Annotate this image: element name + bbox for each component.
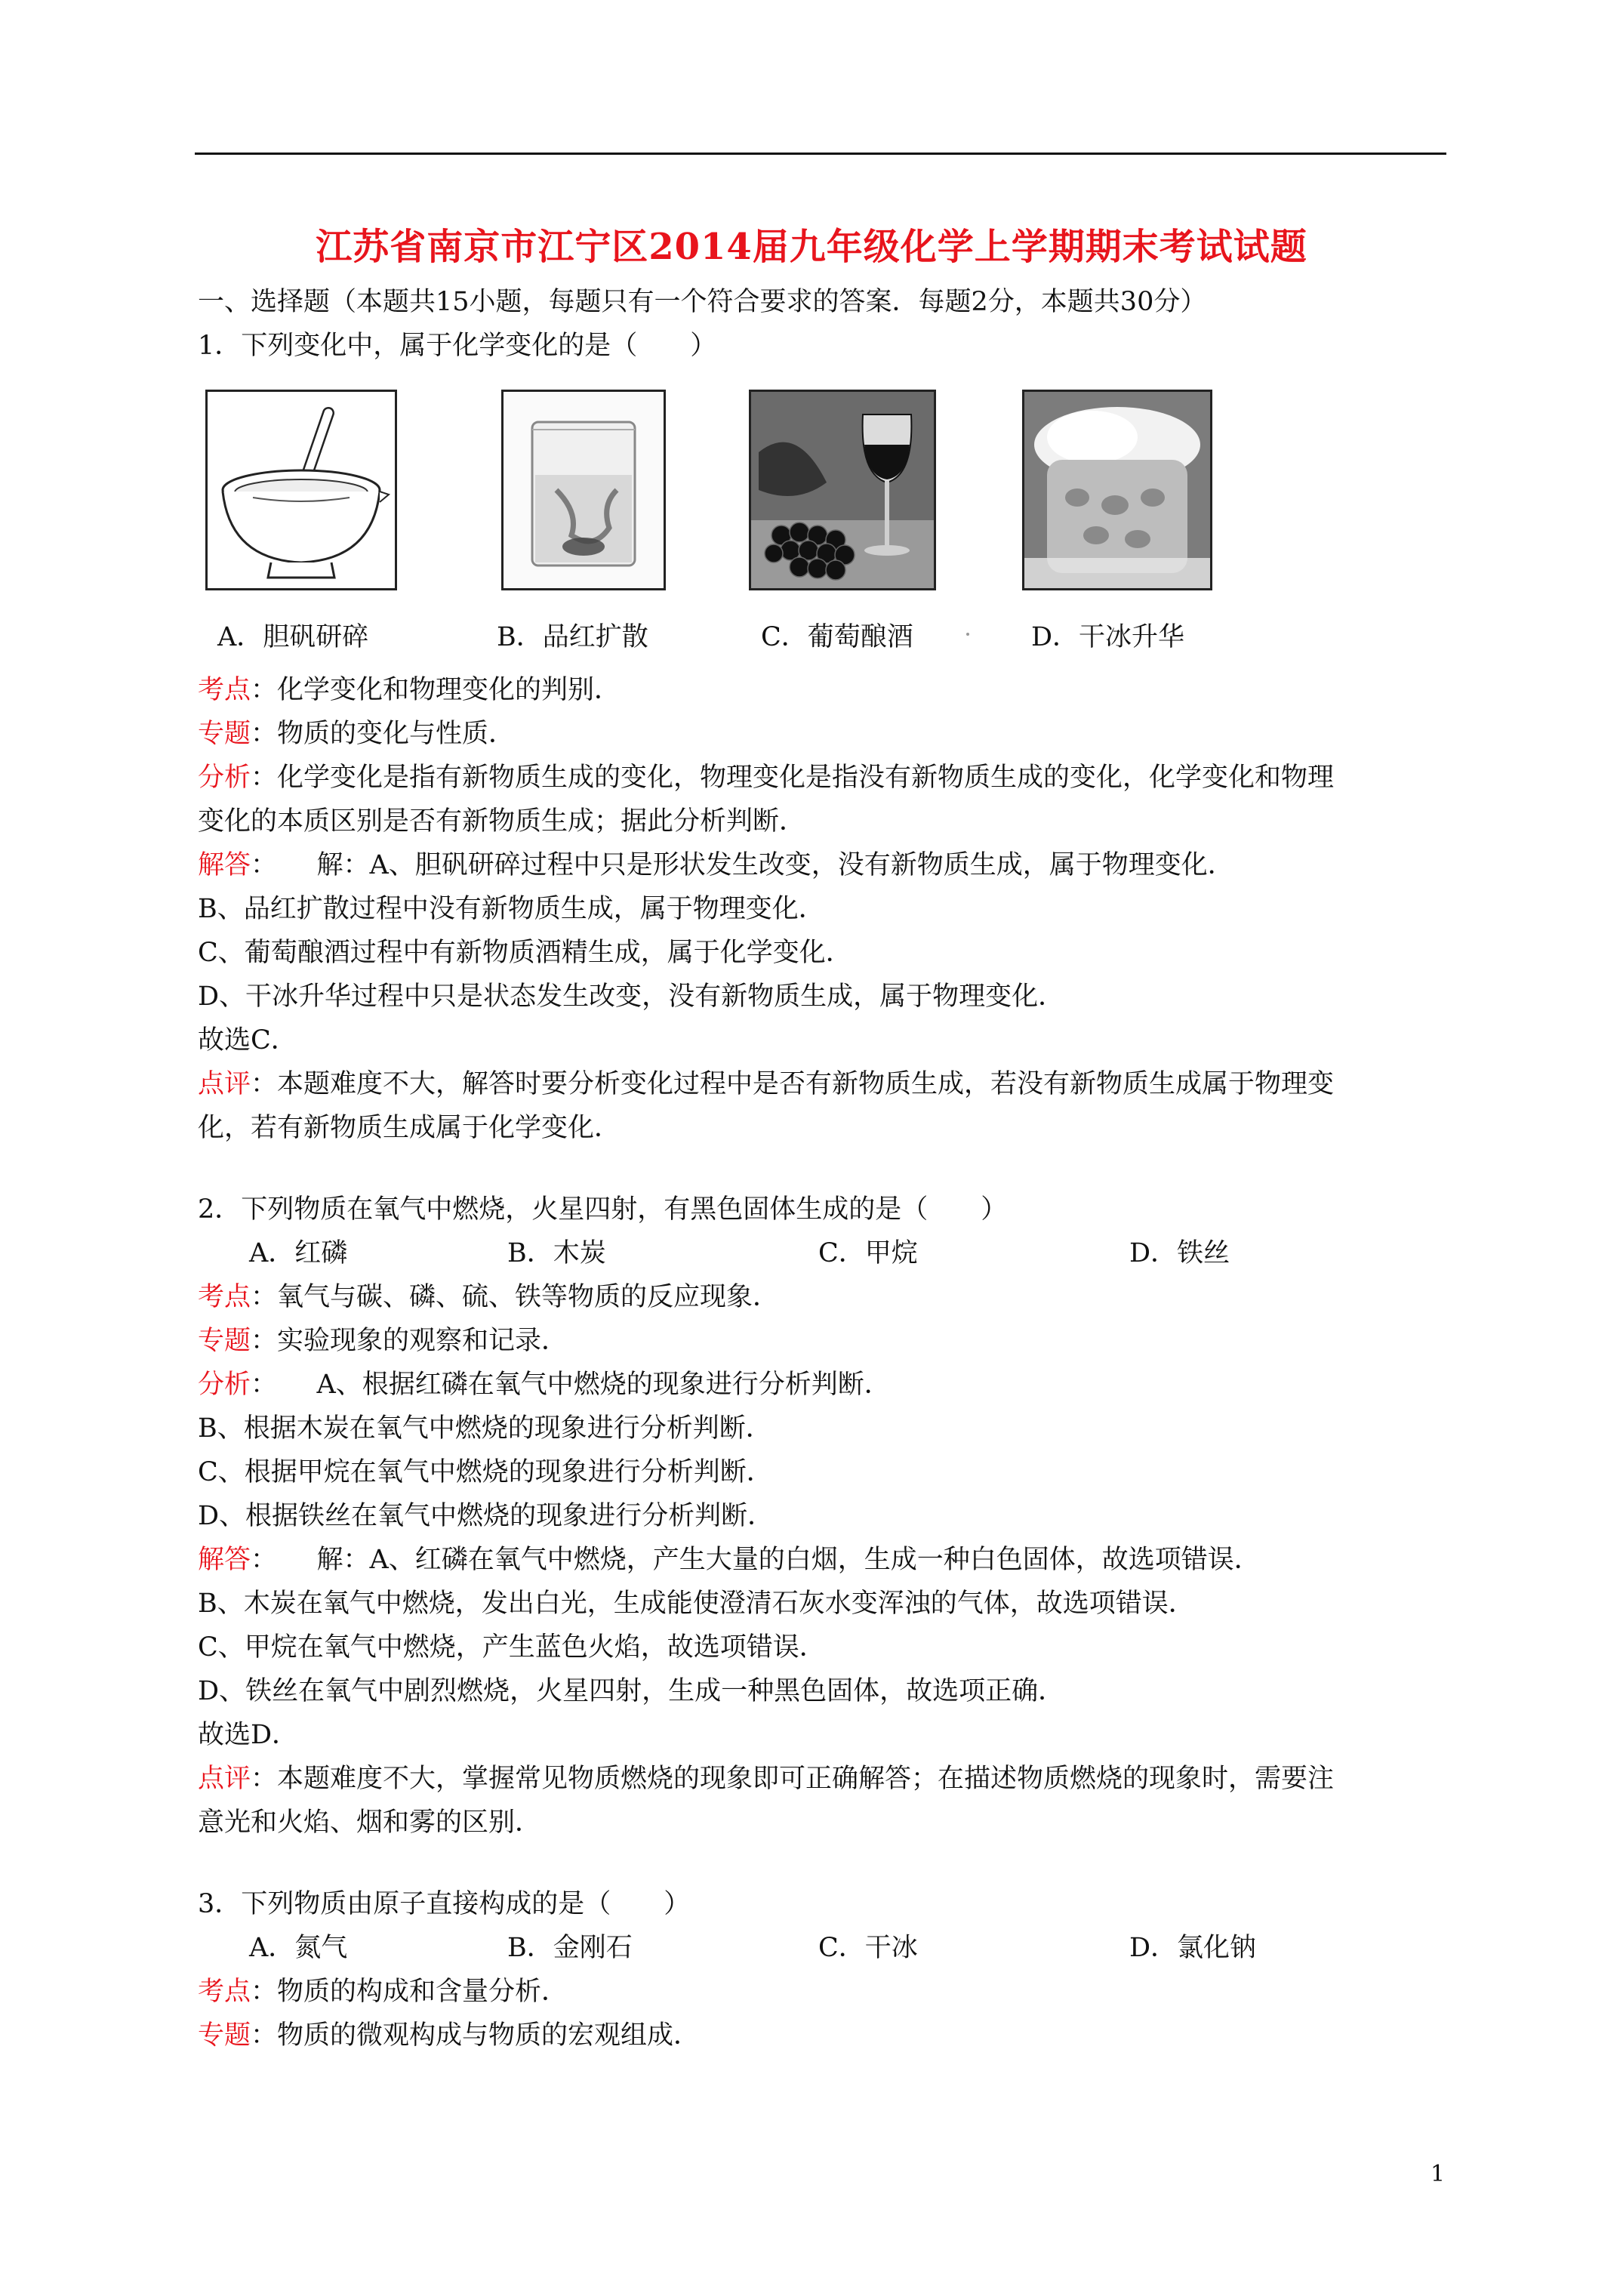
q2-answer: 故选D．	[198, 1720, 299, 1750]
q2-fenxi: 分析： A、根据红磷在氧气中燃烧的现象进行分析判断．	[198, 1370, 891, 1400]
q3-kaodian: 考点：物质的构成和含量分析．	[198, 1977, 568, 2007]
q2-dianping: 点评：本题难度不大，掌握常见物质燃烧的现象即可正确解答；在描述物质燃烧的现象时，需要注	[198, 1764, 1335, 1794]
q2-jieda-b: B、木炭在氧气中燃烧，发出白光，生成能使澄清石灰水变浑浊的气体，故选项错误．	[198, 1589, 1195, 1619]
q2-stem: 2．下列物质在氧气中燃烧，火星四射，有黑色固体生成的是（ ）	[198, 1194, 1008, 1225]
q1-jieda-b: B、品红扩散过程中没有新物质生成，属于物理变化．	[198, 894, 825, 924]
q2-option-b: B．木炭	[507, 1238, 606, 1268]
q2-fenxi-c: C、根据甲烷在氧气中燃烧的现象进行分析判断．	[198, 1457, 773, 1487]
q2-option-c: C．甲烷	[818, 1238, 918, 1268]
q1-zhuanti: 专题：物质的变化与性质．	[198, 719, 516, 749]
section-heading: 一、选择题（本题共15小题，每题只有一个符合要求的答案．每题2分，本题共30分）	[198, 287, 1207, 317]
q1-option-b: B．品红扩散	[497, 622, 648, 652]
q3-option-c: C．干冰	[818, 1933, 918, 1963]
q1-fenxi: 分析：化学变化是指有新物质生成的变化，物理变化是指没有新物质生成的变化，化学变化和物理	[198, 763, 1335, 793]
q1-fenxi-cont: 变化的本质区别是否有新物质生成；据此分析判断．	[198, 806, 806, 837]
q2-option-a: A．红磷	[249, 1238, 348, 1268]
q1-jieda-d: D、干冰升华过程中只是状态发生改变，没有新物质生成，属于物理变化．	[198, 982, 1065, 1012]
q3-option-d: D．氯化钠	[1129, 1933, 1257, 1963]
q3-stem: 3．下列物质由原子直接构成的是（ ）	[198, 1889, 691, 1919]
q2-fenxi-d: D、根据铁丝在氧气中燃烧的现象进行分析判断．	[198, 1501, 775, 1531]
q2-zhuanti: 专题：实验现象的观察和记录．	[198, 1326, 568, 1356]
stray-dot	[966, 633, 969, 636]
q1-image-d-dry-ice	[1022, 390, 1212, 590]
q2-jieda-c: C、甲烷在氧气中燃烧，产生蓝色火焰，故选项错误．	[198, 1632, 826, 1663]
q1-stem: 1．下列变化中，属于化学变化的是（ ）	[198, 331, 717, 361]
q1-option-c: C．葡萄酿酒	[761, 622, 913, 652]
q1-option-d: D．干冰升华	[1031, 622, 1185, 652]
q2-dianping-cont: 意光和火焰、烟和雾的区别．	[198, 1808, 542, 1838]
label-zhuanti: 专题	[198, 719, 251, 749]
q1-jieda-c: C、葡萄酿酒过程中有新物质酒精生成，属于化学变化．	[198, 938, 852, 968]
q3-option-a: A．氮气	[249, 1933, 348, 1963]
q2-kaodian: 考点：氧气与碳、磷、硫、铁等物质的反应现象．	[198, 1282, 780, 1312]
label-kaodian: 考点	[198, 675, 251, 705]
q1-jieda: 解答： 解：A、胆矾研碎过程中只是形状发生改变，没有新物质生成，属于物理变化．	[198, 850, 1234, 880]
label-dianping: 点评	[198, 1069, 251, 1099]
q1-dianping: 点评：本题难度不大，解答时要分析变化过程中是否有新物质生成，若没有新物质生成属于物理变	[198, 1069, 1335, 1099]
q1-kaodian: 考点：化学变化和物理变化的判别．	[198, 675, 621, 705]
q2-jieda-d: D、铁丝在氧气中剧烈燃烧，火星四射，生成一种黑色固体，故选项正确．	[198, 1676, 1065, 1706]
q2-option-d: D．铁丝	[1129, 1238, 1230, 1268]
q2-jieda: 解答： 解：A、红磷在氧气中燃烧，产生大量的白烟，生成一种白色固体，故选项错误．	[198, 1545, 1261, 1575]
header-rule	[195, 153, 1446, 155]
q3-option-b: B．金刚石	[507, 1933, 633, 1963]
q1-answer: 故选C．	[198, 1025, 297, 1056]
q1-dianping-cont: 化，若有新物质生成属于化学变化．	[198, 1113, 621, 1143]
page-number: 1	[1431, 2161, 1446, 2187]
label-fenxi: 分析	[198, 763, 251, 793]
q3-zhuanti: 专题：物质的微观构成与物质的宏观组成．	[198, 2020, 701, 2051]
q2-fenxi-b: B、根据木炭在氧气中燃烧的现象进行分析判断．	[198, 1413, 772, 1444]
page-title: 江苏省南京市江宁区2014届九年级化学上学期期末考试试题	[316, 226, 1307, 268]
q1-option-a: A．胆矾研碎	[217, 622, 369, 652]
q1-image-a-mortar	[205, 390, 397, 590]
label-jieda: 解答	[198, 850, 251, 880]
q1-image-c-wine	[749, 390, 936, 590]
q1-image-b-beaker	[501, 390, 666, 590]
